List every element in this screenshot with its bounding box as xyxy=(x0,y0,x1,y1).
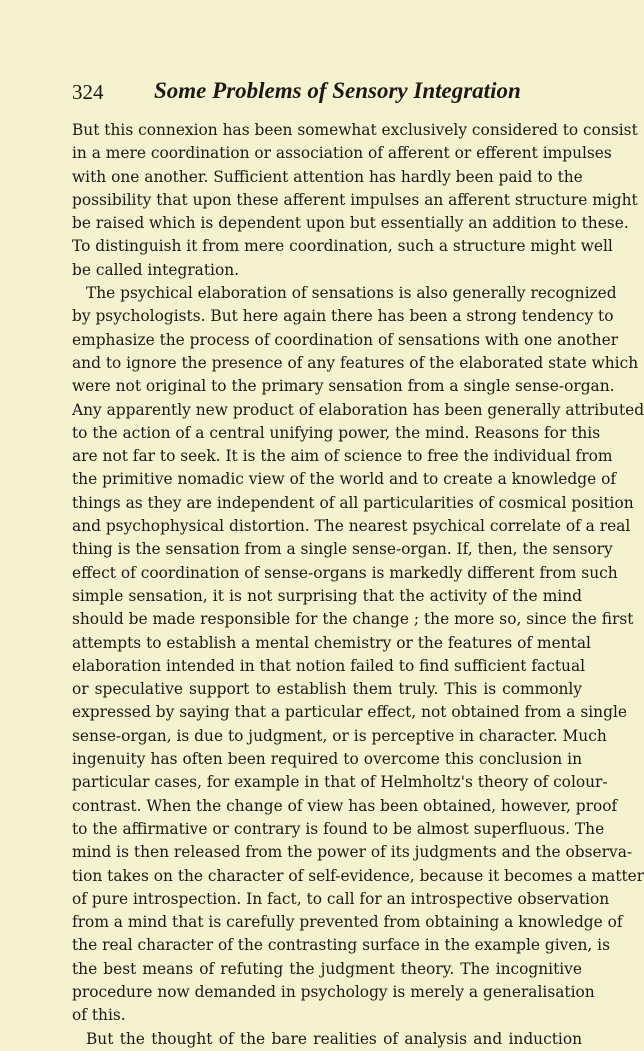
body-text xyxy=(72,119,644,1051)
text-line: expressed by saying that a particular effect, not obtained from a single xyxy=(72,703,627,722)
text-line: or speculative support to establish them truly. This is commonly xyxy=(72,680,582,699)
text-line: and to ignore the presence of any features of the elaborated state which xyxy=(72,353,639,372)
text-line: simple sensation, it is not surprising that the activity of the mind xyxy=(72,586,582,605)
text-line: should be made responsible for the change ; the more so, since the first xyxy=(72,610,634,629)
text-line: be called integration. xyxy=(72,260,240,279)
text-line: particular cases, for example in that of Helmholtz's theory of colour- xyxy=(72,773,608,792)
text-line: The psychical elaboration of sensations is also generally recognized xyxy=(86,284,617,303)
text-line: But the thought of the bare realities of analysis and induction xyxy=(86,1029,582,1048)
text-line: with one another. Sufficient attention has hardly been paid to the xyxy=(72,167,583,186)
text-line: be raised which is dependent upon but essentially an addition to these. xyxy=(72,214,629,233)
text-line: elaboration intended in that notion failed to find sufficient factual xyxy=(72,656,586,675)
text-line: attempts to establish a mental chemistry or the features of mental xyxy=(72,633,591,652)
text-line: are not far to seek. It is the aim of science to free the individual from xyxy=(72,447,613,466)
text-line: were not original to the primary sensation from a single sense-organ. xyxy=(72,377,615,396)
text-line: mind is then released from the power of its judgments and the observa- xyxy=(72,843,633,862)
text-line: the real character of the contrasting surface in the example given, is xyxy=(72,936,610,955)
text-line: But this connexion has been somewhat exclusively considered to consist xyxy=(72,121,638,139)
text-line: of pure introspection. In fact, to call for an introspective observation xyxy=(72,889,610,908)
text-line: by psychologists. But here again there has been a strong tendency to xyxy=(72,307,614,326)
text-line: the best means of refuting the judgment theory. The incognitive xyxy=(72,959,582,978)
text-line: procedure now demanded in psychology is merely a generalisation xyxy=(72,982,595,1001)
text-line: to the action of a central unifying power, the mind. Reasons for this xyxy=(72,423,601,442)
text-line: to the affirmative or contrary is found to be almost superfluous. The xyxy=(72,819,605,838)
text-line: possibility that upon these afferent impulses an afferent structure might xyxy=(72,190,638,209)
page-header xyxy=(72,78,521,112)
page-number: 324 xyxy=(72,80,104,104)
text-line: sense-organ, is due to judgment, or is perceptive in character. Much xyxy=(72,726,607,745)
text-line: things as they are independent of all particularities of cosmical position xyxy=(72,493,634,512)
text-line: effect of coordination of sense-organs is markedly different from such xyxy=(72,563,618,582)
text-line: in a mere coordination or association of afferent or efferent impulses xyxy=(72,144,612,163)
text-line: the primitive nomadic view of the world and to create a knowledge of xyxy=(72,470,617,489)
text-line: emphasize the process of coordination of sensations with one another xyxy=(72,330,619,349)
text-line: contrast. When the change of view has been obtained, however, proof xyxy=(72,796,618,815)
text-line: from a mind that is carefully prevented from obtaining a knowledge of xyxy=(72,913,623,932)
text-line: of this. xyxy=(72,1006,126,1025)
text-line: Any apparently new product of elaboration has been generally attributed xyxy=(72,400,644,419)
text-line: and psychophysical distortion. The nearest psychical correlate of a real xyxy=(72,517,631,536)
text-line: ingenuity has often been required to overcome this conclusion in xyxy=(72,750,582,769)
text-line: tion takes on the character of self-evidence, because it becomes a matter xyxy=(72,866,644,885)
running-title: Some Problems of Sensory Integration xyxy=(154,78,521,103)
text-line: thing is the sensation from a single sense-organ. If, then, the sensory xyxy=(72,540,613,559)
text-line: To distinguish it from mere coordination, such a structure might well xyxy=(72,237,613,256)
